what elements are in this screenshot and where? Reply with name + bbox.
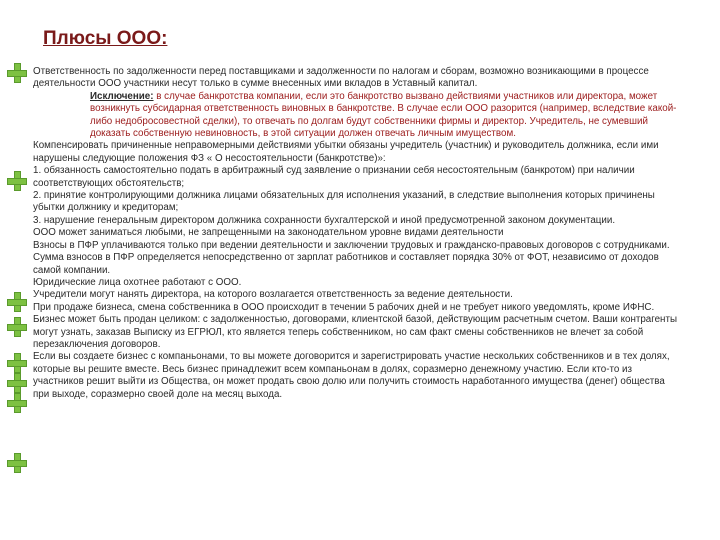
plus-icon xyxy=(6,452,28,474)
paragraph-sale: При продаже бизнеса, смена собственника в ООО происходит в течении 5 рабочих дней и не требует никого уведомлять, кроме ИФНС. Бизнес может быть продан целиком: с задолженностью, договорами, клиентской базой, действующим расчетным счетом. Ваши контрагенты могут узнать, заказав Выписку из ЕГРЮЛ, кто является теперь собственником, но сам факт смены собственников не влечет за собой перезаключения договоров. xyxy=(33,301,677,350)
plus-icon xyxy=(6,291,28,313)
paragraph-director: Учредители могут нанять директора, на которого возлагается ответственность за ведение деятельности. xyxy=(33,289,513,301)
plus-icon xyxy=(6,170,28,192)
paragraph-compensation: Компенсировать причиненные неправомерными действиями убытки обязаны учредитель (участник) и руководитель должника, если ими нарушены следующие положения ФЗ « О несостоятельности (банкротстве)»: xyxy=(33,140,659,164)
paragraph-partners: Если вы создаете бизнес с компаньонами, то вы можете договорится и зарегистрировать участие нескольких собственников и в тех долях, которые вы решите вместе. Весь бизнес принадлежит всем компаньонам в долях, соразмерно денежному участию. Если кто-то из участников решит выйти из Общества, он может продать свою долю или получить стоимость наработанного имущества (денег) общества при выходе, соразмерно своей доле на месяц выхода. xyxy=(33,351,670,400)
paragraph-pension-fund: Взносы в ПФР уплачиваются только при ведении деятельности и заключении трудовых и гражданско-правовых договоров с сотрудниками. Сумма взносов в ПФР определяется непосредственно от зарплат работников и составляет порядка 30% от ФОТ, независимо от доходов самой компании. xyxy=(33,239,670,276)
plus-icon xyxy=(6,372,28,394)
paragraph-liability: Ответственность по задолженности перед поставщиками и задолженности по налогам и сборам, возможно возникающими в процессе деятельности ООО участники несут только в сумме внесенных ими вкладов в Уставный капитал. xyxy=(33,66,649,90)
plus-icon xyxy=(6,316,28,338)
plus-icon xyxy=(6,392,28,414)
list-item: 3. нарушение генеральным директором должника сохранности бухгалтерской и иной предусмотренной законом документации. xyxy=(33,214,616,226)
paragraph-exception xyxy=(33,91,683,141)
plus-icon xyxy=(6,352,28,374)
paragraph-legal-entities: Юридические лица охотнее работают с ООО. xyxy=(33,276,242,288)
page-title: Плюсы ООО: xyxy=(43,28,168,49)
exception-text: в случае банкротства компании, если это банкротство вызвано действиями участников или директора, может возникнуть субсидарная ответственность виновных в банкротстве. В случае если ООО разорится (например, вследствие какой-либо недобросовестной сделки), то отвечать по долгам будут собственники фирмы и директор. Учредитель, не сумевший доказать собственную невиновность, в этой ситуации должен отвечать личным имуществом. xyxy=(90,90,677,140)
plus-icon xyxy=(6,62,28,84)
list-item: 1. обязанность самостоятельно подать в арбитражный суд заявление о признании себя несостоятельным (банкротом) при наличии соответствующих обстоятельств; xyxy=(33,165,635,189)
exception-label: Исключение: xyxy=(90,90,154,102)
advantages-text xyxy=(33,66,683,401)
paragraph-activities: ООО может заниматься любыми, не запрещенными на законодательном уровне видами деятельности xyxy=(33,227,504,239)
list-item: 2. принятие контролирующими должника лицами обязательных для исполнения указаний, в следствие выполнения которых причинены убытки должнику и кредиторам; xyxy=(33,190,655,214)
